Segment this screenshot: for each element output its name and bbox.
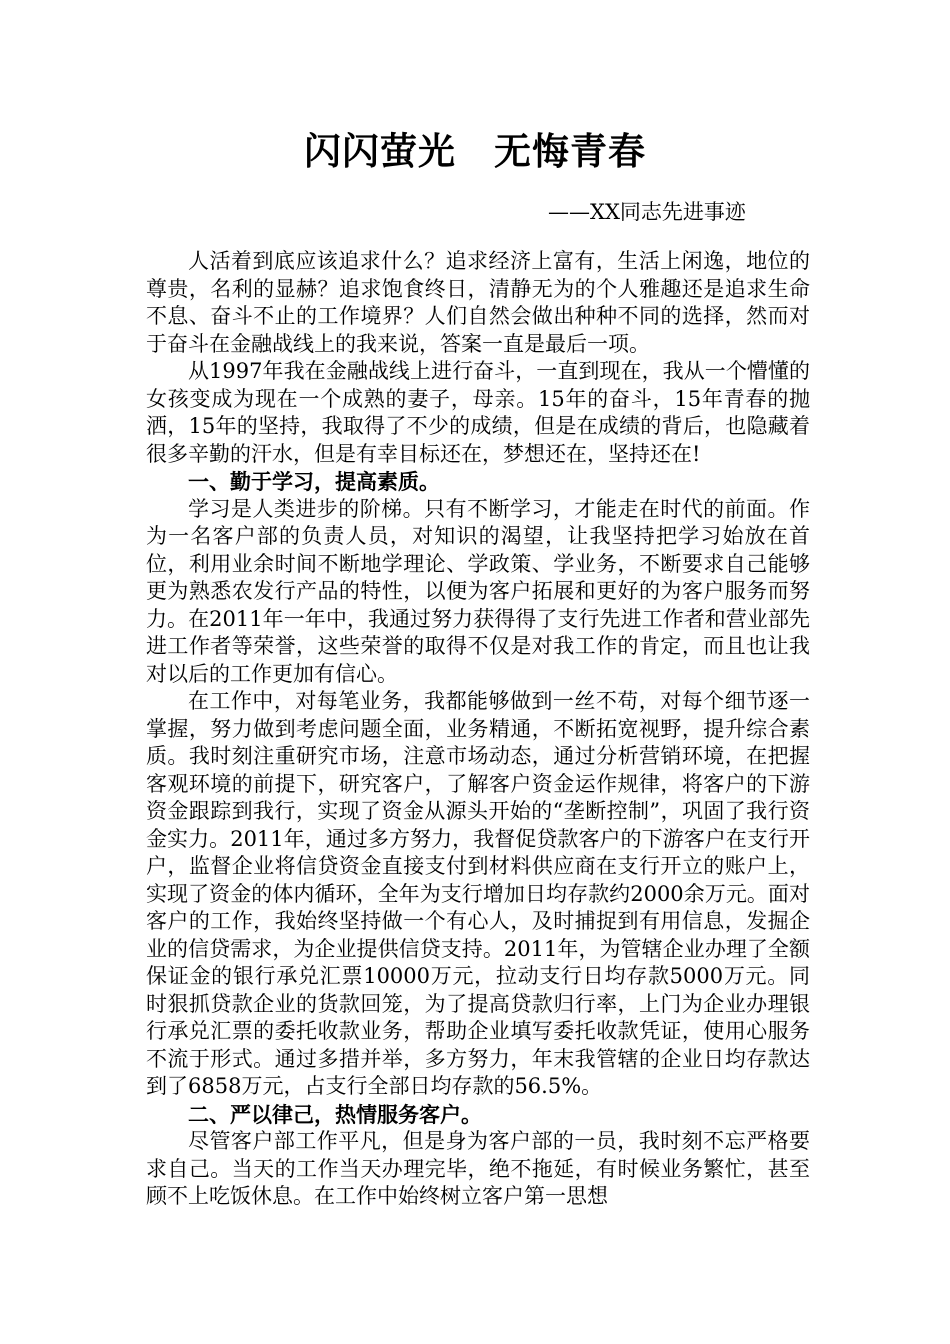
section-heading: 一、勤于学习，提高素质。: [188, 469, 440, 494]
paragraph: 尽管客户部工作平凡，但是身为客户部的一员，我时刻不忘严格要求自己。当天的工作当天办理完毕，绝不拖延，有时候业务繁忙，甚至顾不上吃饭休息。在工作中始终树立客户第一思想: [146, 1129, 810, 1208]
section-heading: 二、严以律己，热情服务客户。: [188, 1101, 482, 1127]
paragraph: 学习是人类进步的阶梯。只有不断学习，才能走在时代的前面。作为一名客户部的负责人员，对知识的渴望，让我坚持把学习始放在首位，利用业余时间不断地学理论、学政策、学业务，不断要求自己能够更为熟悉农发行产品的特性，以便为客户拓展和更好的为客户服务而努力。在2011年一年中，我通过努力获得得了支行先进工作者和营业部先进工作者等荣誉，这些荣誉的取得不仅是对我工作的肯定，而且也让我对以后的工作更加有信心。: [146, 496, 810, 686]
document-subtitle: ——XX同志先进事迹: [548, 200, 746, 224]
paragraph: 人活着到底应该追求什么？追求经济上富有，生活上闲逸，地位的尊贵，名利的显赫？追求饱食终日，清静无为的个人雅趣还是追求生命不息、奋斗不止的工作境界？人们自然会做出种种不同的选择，然而对于奋斗在金融战线上的我来说，答案一直是最后一项。: [146, 249, 810, 356]
paragraph: 从1997年我在金融战线上进行奋斗，一直到现在，我从一个懵懂的女孩变成为现在一个成熟的妻子，母亲。15年的奋斗，15年青春的抛洒，15年的坚持，我取得了不少的成绩，但是在成绩的背后，也隐藏着很多辛勤的汗水，但是有幸目标还在，梦想还在，坚持还在!: [146, 359, 810, 466]
paragraph: 在工作中，对每笔业务，我都能够做到一丝不苟，对每个细节逐一掌握，努力做到考虑问题全面，业务精通，不断拓宽视野，提升综合素质。我时刻注重研究市场，注意市场动态，通过分析营销环境，在把握客观环境的前提下，研究客户，了解客户资金运作规律，将客户的下游资金跟踪到我行，实现了资金从源头开始的“垄断控制”，巩固了我行资金实力。2011年，通过多方努力，我督促贷款客户的下游客户在支行开户，监督企业将信贷资金直接支付到材料供应商在支行开立的账户上，实现了资金的体内循环，全年为支行增加日均存款约2000余万元。面对客户的工作，我始终坚持做一个有心人，及时捕捉到有用信息，发掘企业的信贷需求，为企业提供信贷支持。2011年，为管辖企业办理了全额保证金的银行承兑汇票10000万元，拉动支行日均存款5000万元。同时狠抓贷款企业的货款回笼，为了提高贷款归行率，上门为企业办理银行承兑汇票的委托收款业务，帮助企业填写委托收款凭证，使用心服务不流于形式。通过多措并举，多方努力，年末我管辖的企业日均存款达到了6858万元，占支行全部日均存款的56.5%。: [146, 689, 810, 1098]
document-title: 闪闪萤光 无悔青春: [304, 130, 646, 173]
document-body: [146, 248, 810, 1211]
